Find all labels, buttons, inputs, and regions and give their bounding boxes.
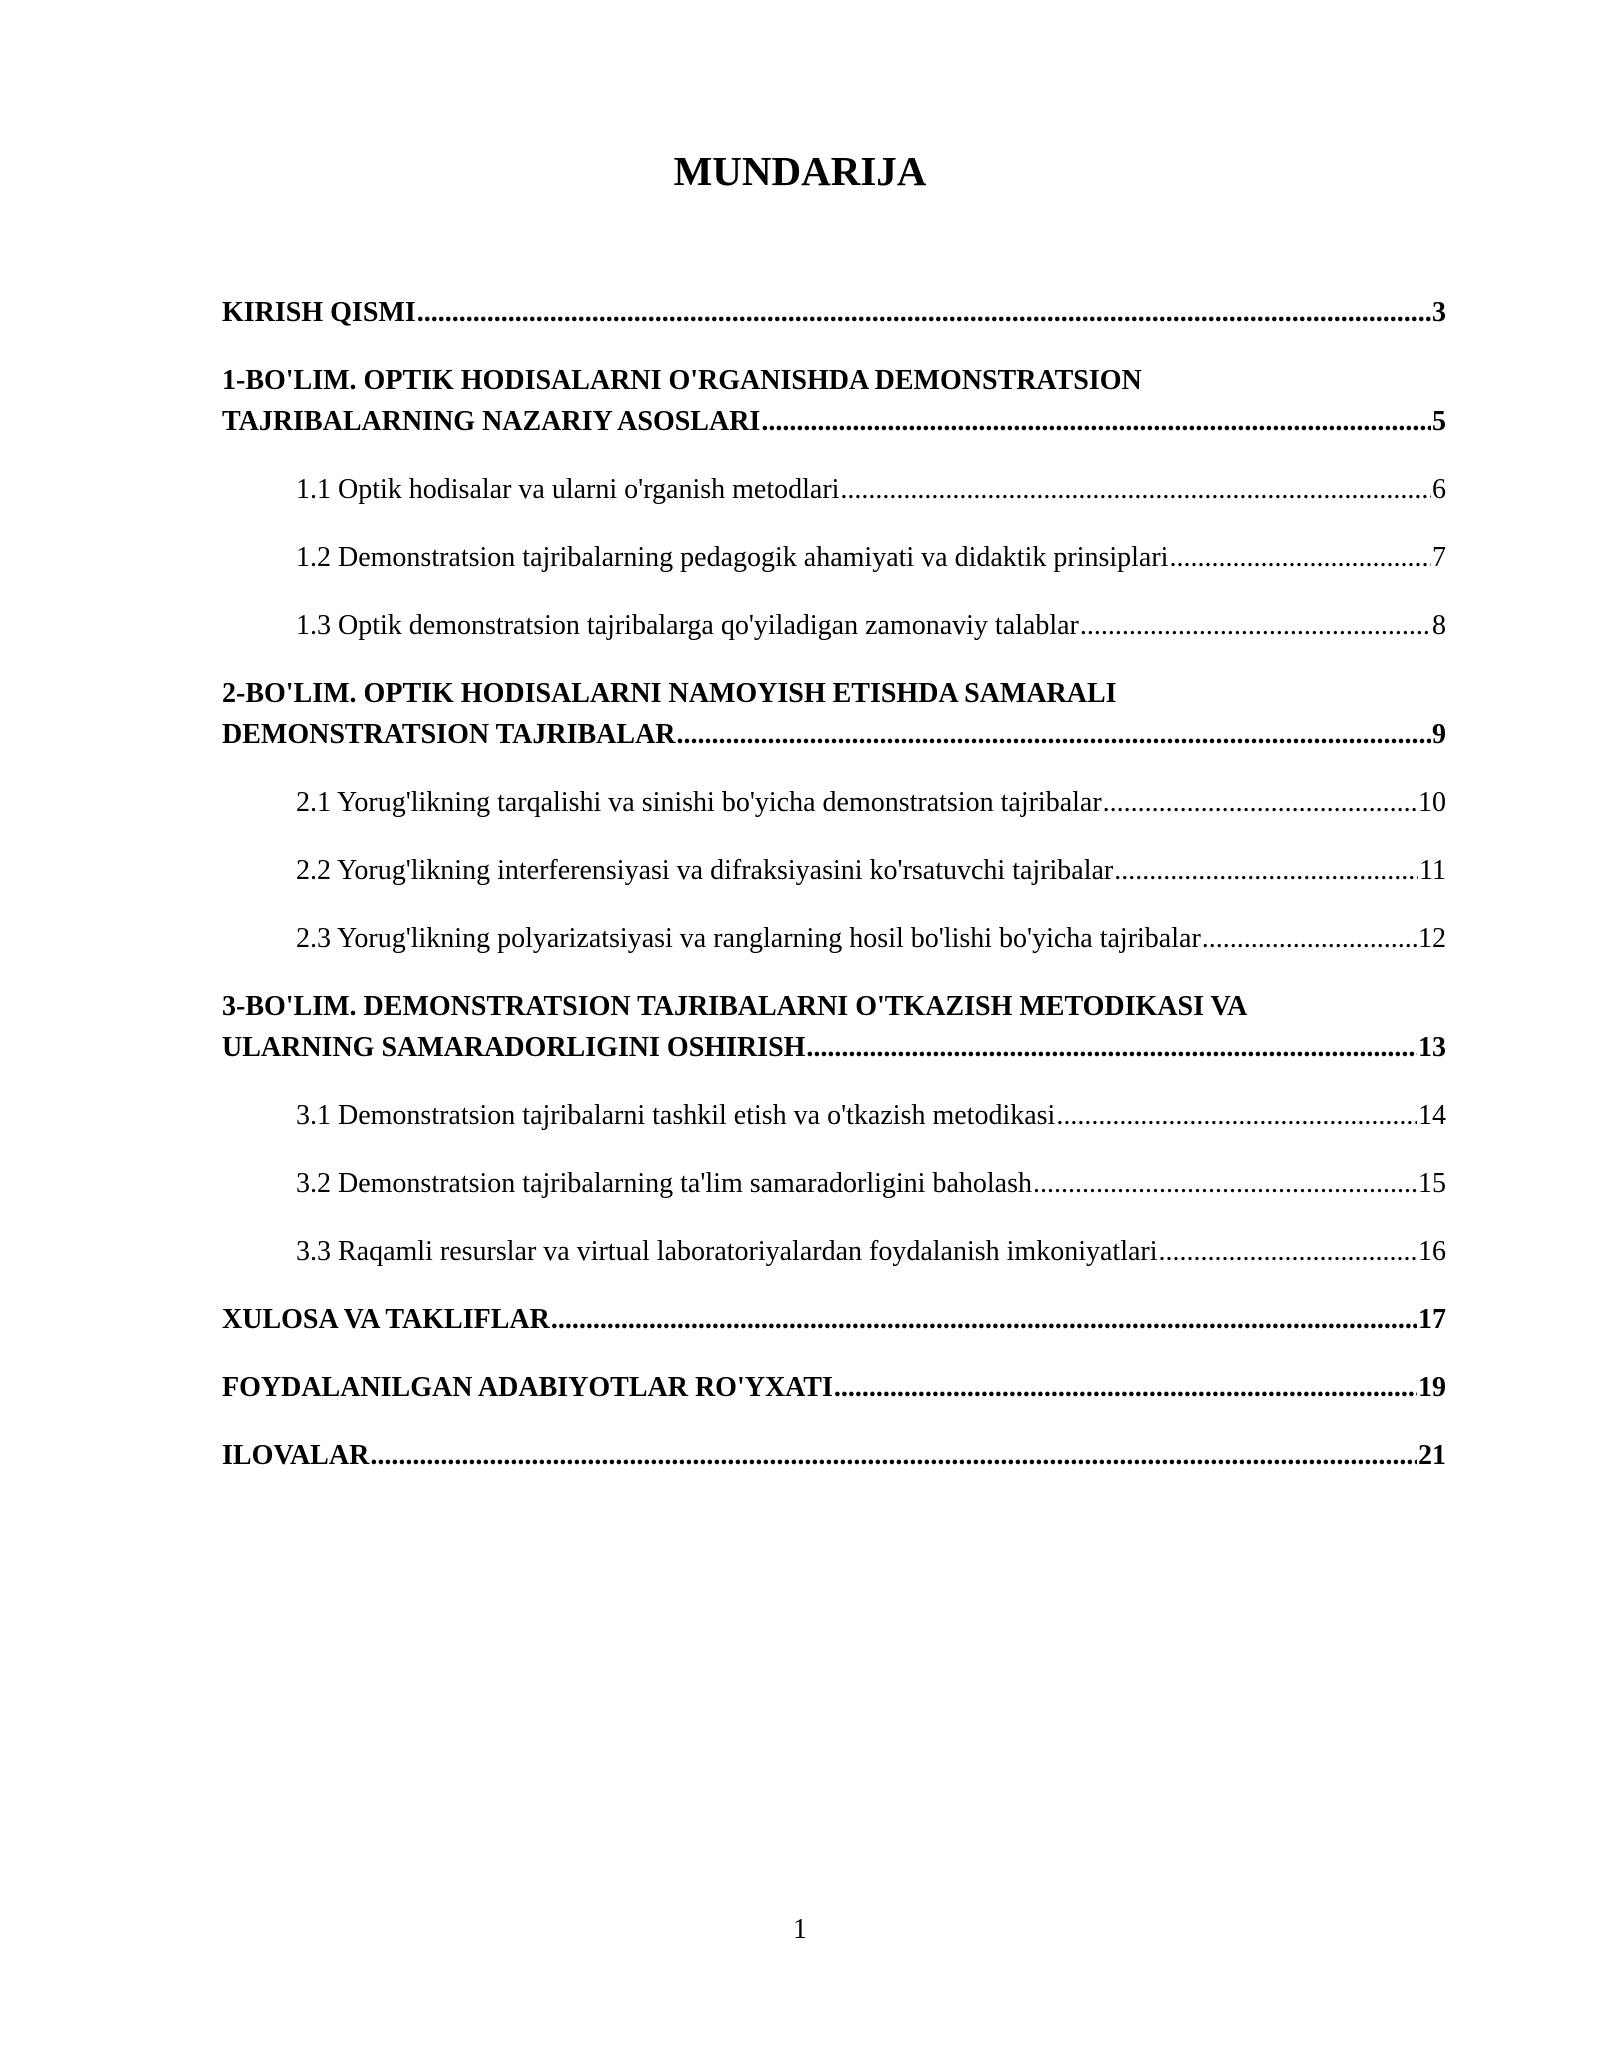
toc-leader-dots — [417, 292, 1431, 333]
toc-entry-label: 1.3 Optik demonstratsion tajribalarga qo'yiladigan zamonaviy talablar — [296, 610, 1079, 641]
toc-entry-label: 2.1 Yorug'likning tarqalishi va sinishi bo'yicha demonstratsion tajribalar — [296, 787, 1102, 818]
toc-entry-3-2[interactable] — [222, 1163, 1446, 1204]
toc-page-number: 17 — [1418, 1304, 1446, 1335]
toc-entry-label: TAJRIBALARNING NAZARIY ASOSLARI — [222, 406, 761, 437]
toc-page-number: 8 — [1432, 610, 1446, 641]
toc-leader-dots — [1169, 537, 1431, 578]
toc-entry-1-2[interactable] — [222, 537, 1446, 578]
toc-leader-dots — [834, 1367, 1417, 1408]
toc-leader-dots — [1103, 782, 1417, 823]
toc-entry-chapter-2[interactable] — [222, 673, 1446, 755]
toc-entry-chapter-3[interactable] — [222, 986, 1446, 1068]
toc-page-number: 12 — [1418, 923, 1446, 954]
toc-entry-3-1[interactable] — [222, 1095, 1446, 1136]
toc-page-number: 10 — [1418, 787, 1446, 818]
toc-leader-dots — [1033, 1163, 1417, 1204]
toc-leader-dots — [840, 469, 1431, 510]
toc-page-number: 9 — [1432, 719, 1446, 750]
toc-page-number: 7 — [1432, 542, 1446, 573]
toc-entry-label: 3.2 Demonstratsion tajribalarning ta'lim samaradorligini baholash — [296, 1168, 1032, 1199]
toc-entry-1-3[interactable] — [222, 605, 1446, 646]
toc-entry-label-line1: 3-BO'LIM. DEMONSTRATSION TAJRIBALARNI O'TKAZISH METODIKASI VA — [222, 991, 1248, 1022]
toc-entry-label: ULARNING SAMARADORLIGINI OSHIRISH — [222, 1032, 806, 1063]
table-of-contents — [222, 292, 1446, 1503]
toc-page-number: 5 — [1432, 406, 1446, 437]
toc-page-number: 19 — [1418, 1372, 1446, 1403]
toc-entry-2-3[interactable] — [222, 918, 1446, 959]
toc-page-number: 6 — [1432, 474, 1446, 505]
toc-page-number: 21 — [1418, 1440, 1446, 1471]
toc-leader-dots — [1202, 918, 1417, 959]
toc-leader-dots — [761, 401, 1431, 442]
toc-entry-label: 2.3 Yorug'likning polyarizatsiyasi va ranglarning hosil bo'lishi bo'yicha tajribalar — [296, 923, 1201, 954]
toc-entry-label: XULOSA VA TAKLIFLAR — [222, 1304, 550, 1335]
toc-entry-label: KIRISH QISMI — [222, 297, 416, 328]
toc-entry-label: ILOVALAR — [222, 1440, 370, 1471]
toc-page-number: 14 — [1418, 1100, 1446, 1131]
toc-entry-label: 3.1 Demonstratsion tajribalarni tashkil etish va o'tkazish metodikasi — [296, 1100, 1056, 1131]
toc-leader-dots — [1056, 1095, 1417, 1136]
toc-page-number: 15 — [1418, 1168, 1446, 1199]
toc-leader-dots — [677, 714, 1431, 755]
toc-entry-label: 2.2 Yorug'likning interferensiyasi va difraksiyasini ko'rsatuvchi tajribalar — [296, 855, 1114, 886]
toc-entry-label-line1: 1-BO'LIM. OPTIK HODISALARNI O'RGANISHDA DEMONSTRATSION — [222, 365, 1142, 396]
toc-leader-dots — [370, 1435, 1417, 1476]
toc-entry-2-1[interactable] — [222, 782, 1446, 823]
toc-entry-1-1[interactable] — [222, 469, 1446, 510]
toc-leader-dots — [551, 1299, 1417, 1340]
toc-page-number: 3 — [1432, 297, 1446, 328]
toc-entry-kirish[interactable] — [222, 292, 1446, 333]
toc-leader-dots — [1114, 850, 1418, 891]
toc-entry-label-line1: 2-BO'LIM. OPTIK HODISALARNI NAMOYISH ETISHDA SAMARALI — [222, 678, 1117, 709]
toc-entry-2-2[interactable] — [222, 850, 1446, 891]
toc-entry-label: 1.1 Optik hodisalar va ularni o'rganish metodlari — [296, 474, 840, 505]
toc-entry-label: DEMONSTRATSION TAJRIBALAR — [222, 719, 676, 750]
toc-leader-dots — [1159, 1231, 1417, 1272]
toc-leader-dots — [806, 1027, 1417, 1068]
toc-page-number: 11 — [1419, 855, 1446, 886]
toc-entry-chapter-1[interactable] — [222, 360, 1446, 442]
toc-leader-dots — [1080, 605, 1431, 646]
toc-entry-label: 3.3 Raqamli resurslar va virtual laboratoriyalardan foydalanish imkoniyatlari — [296, 1236, 1158, 1267]
toc-page-number: 13 — [1418, 1032, 1446, 1063]
toc-entry-label: FOYDALANILGAN ADABIYOTLAR RO'YXATI — [222, 1372, 833, 1403]
toc-entry-3-3[interactable] — [222, 1231, 1446, 1272]
toc-entry-label: 1.2 Demonstratsion tajribalarning pedagogik ahamiyati va didaktik prinsiplari — [296, 542, 1169, 573]
toc-entry-adabiyotlar[interactable] — [222, 1367, 1446, 1408]
page-number: 1 — [793, 1914, 807, 1945]
toc-entry-xulosa[interactable] — [222, 1299, 1446, 1340]
toc-page-number: 16 — [1418, 1236, 1446, 1267]
page-title: MUNDARIJA — [673, 148, 927, 194]
toc-entry-ilovalar[interactable] — [222, 1435, 1446, 1476]
